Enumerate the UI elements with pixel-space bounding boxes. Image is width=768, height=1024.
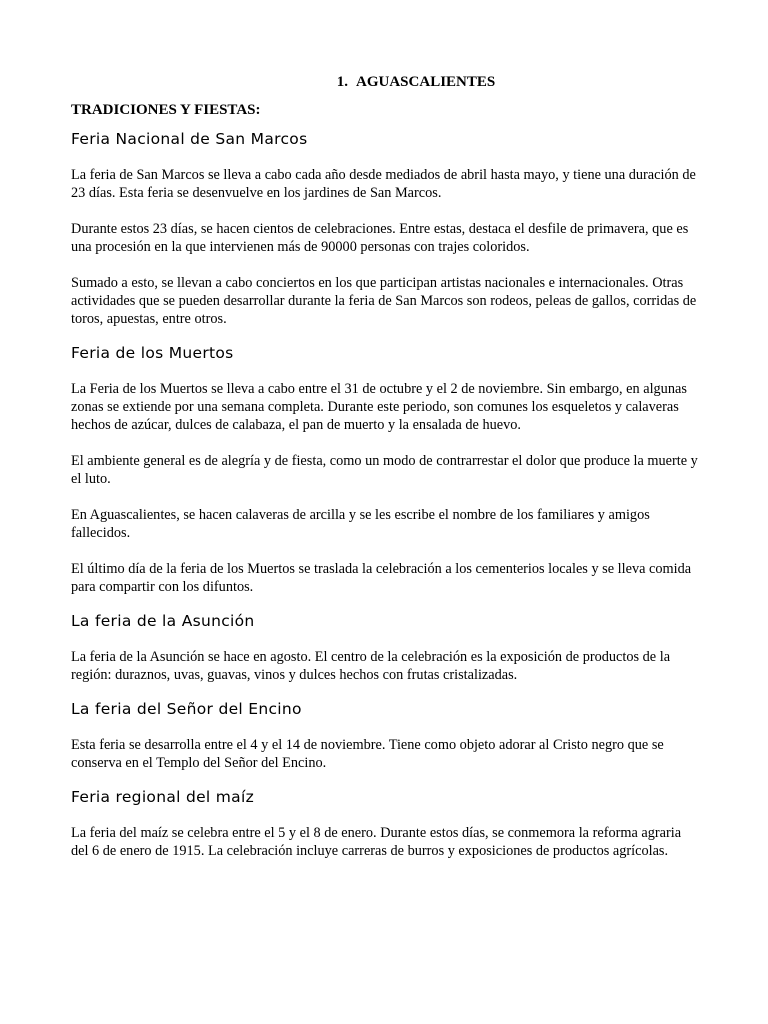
paragraph: El último día de la feria de los Muertos se traslada la celebración a los cementerios locales y se lleva comida para compartir con los difuntos.	[71, 561, 692, 595]
paragraph: La feria de la Asunción se hace en agosto. El centro de la celebración es la exposición de productos de la región: duraznos, uvas, guavas, vinos y dulces hechos con frutas cristalizadas.	[71, 649, 671, 683]
feria-heading-muertos: Feria de los Muertos	[71, 344, 234, 362]
feria-heading-senor-del-encino: La feria del Señor del Encino	[71, 700, 302, 718]
feria-heading-maiz: Feria regional del maíz	[71, 788, 255, 806]
title-text: AGUASCALIENTES	[356, 74, 496, 90]
paragraph: Sumado a esto, se llevan a cabo conciertos en los que participan artistas nacionales e internacionales. Otras actividades que se pueden desarrollar durante la feria de San Marcos son rodeos, peleas de gallos, corridas de toros, apuestas, entre otros.	[71, 275, 697, 327]
document-page	[71, 72, 701, 860]
paragraph: La feria del maíz se celebra entre el 5 y el 8 de enero. Durante estos días, se conmemora la reforma agraria del 6 de enero de 1915. La celebración incluye carreras de burros y exposiciones de productos agrícolas.	[71, 825, 682, 859]
document-title	[71, 72, 701, 92]
paragraph: Esta feria se desarrolla entre el 4 y el 14 de noviembre. Tiene como objeto adorar al Cristo negro que se conserva en el Templo del Señor del Encino.	[71, 737, 664, 771]
feria-heading-san-marcos: Feria Nacional de San Marcos	[71, 130, 308, 148]
feria-heading-asuncion: La feria de la Asunción	[71, 612, 255, 630]
section-heading: TRADICIONES Y FIESTAS:	[71, 102, 261, 118]
paragraph: Durante estos 23 días, se hacen cientos de celebraciones. Entre estas, destaca el desfile de primavera, que es una procesión en la que intervienen más de 90000 personas con trajes coloridos.	[71, 221, 689, 255]
paragraph: La Feria de los Muertos se lleva a cabo entre el 31 de octubre y el 2 de noviembre. Sin embargo, en algunas zonas se extiende por una semana completa. Durante este periodo, son comunes los esqueletos y calaveras hechos de azúcar, dulces de calabaza, el pan de muerto y la ensalada de huevo.	[71, 381, 687, 433]
paragraph: El ambiente general es de alegría y de fiesta, como un modo de contrarrestar el dolor que produce la muerte y el luto.	[71, 453, 698, 487]
paragraph: La feria de San Marcos se lleva a cabo cada año desde mediados de abril hasta mayo, y tiene una duración de 23 días. Esta feria se desenvuelve en los jardines de San Marcos.	[71, 167, 696, 201]
title-number: 1.	[336, 74, 349, 90]
paragraph: En Aguascalientes, se hacen calaveras de arcilla y se les escribe el nombre de los familiares y amigos fallecidos.	[71, 507, 650, 541]
